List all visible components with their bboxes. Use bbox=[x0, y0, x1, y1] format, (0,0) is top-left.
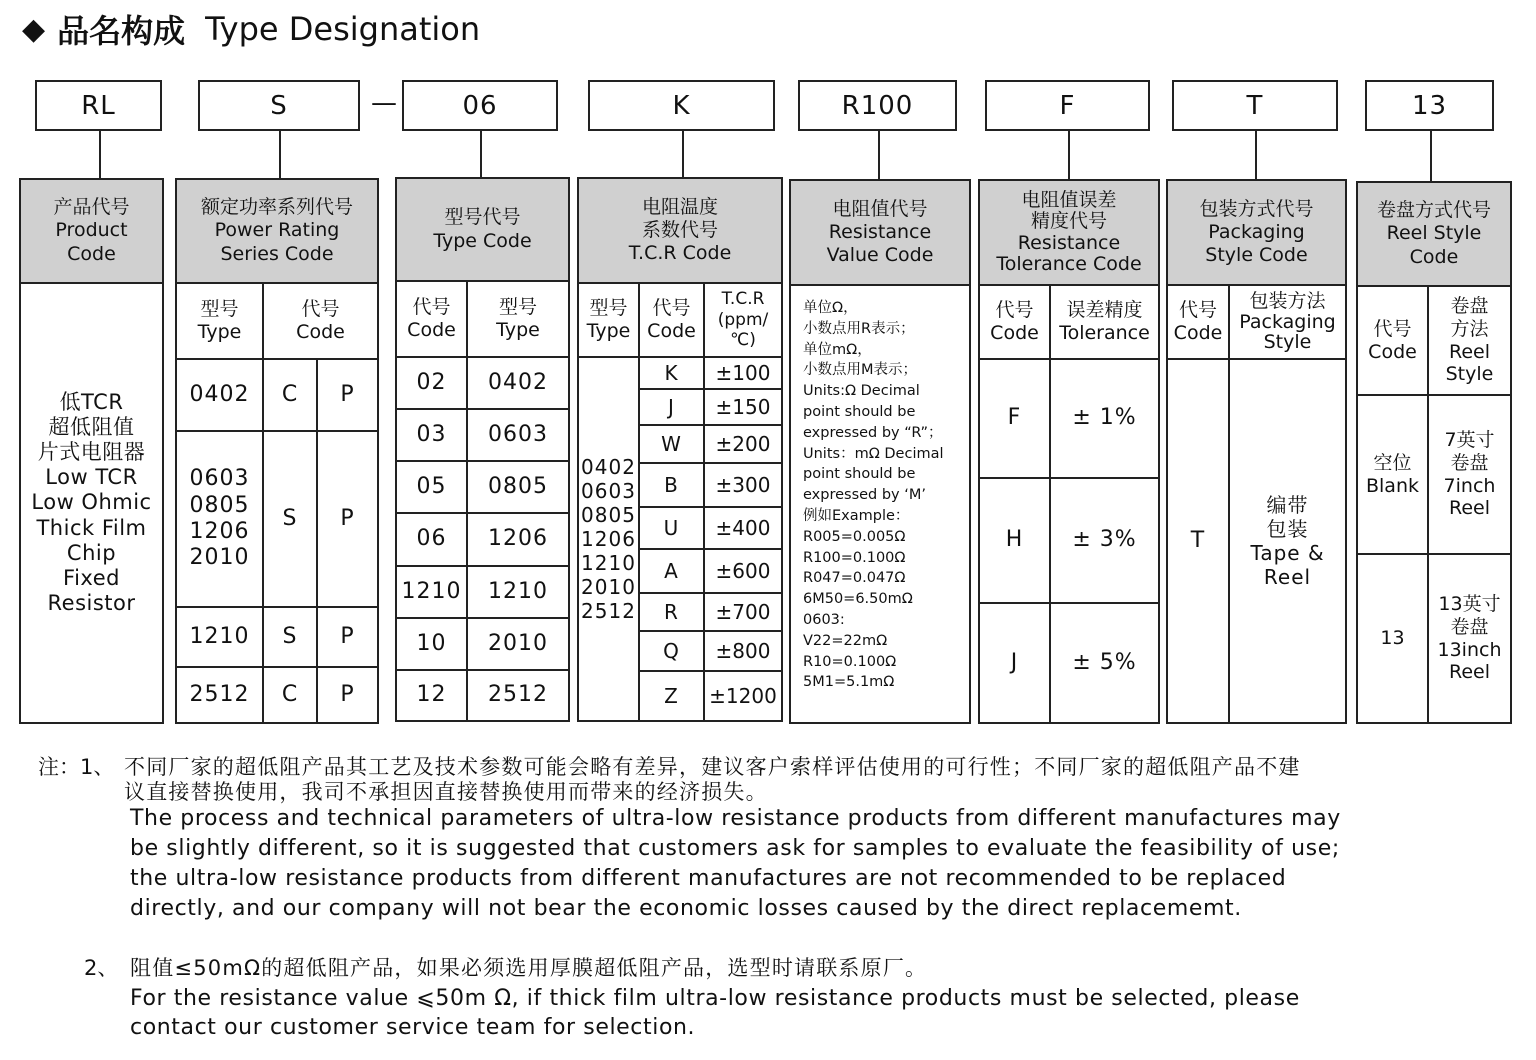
note-1-number: 注：1、 bbox=[38, 755, 115, 779]
resistance-header: 电阻值代号 Resistance Value Code bbox=[789, 179, 971, 286]
type-row-code: 03 bbox=[395, 408, 468, 462]
type-row-type: 0805 bbox=[466, 460, 570, 514]
tcr-header: 电阻温度 系数代号 T.C.R Code bbox=[577, 177, 783, 284]
tcr-row-value: ±800 bbox=[703, 630, 783, 672]
reel-header: 卷盘方式代号 Reel Style Code bbox=[1356, 181, 1512, 287]
power-row-type: 1210 bbox=[175, 606, 264, 668]
power-row-type: 2512 bbox=[175, 666, 264, 724]
tcr-sub-code: 代号 Code bbox=[638, 282, 705, 358]
connector-line bbox=[1068, 131, 1070, 179]
tcr-row-value: ±1200 bbox=[703, 670, 783, 722]
tolerance-row-value: ± 1% bbox=[1049, 358, 1160, 479]
type-row-code: 06 bbox=[395, 512, 468, 567]
tcr-row-value: ±150 bbox=[703, 388, 783, 426]
type-row-code: 1210 bbox=[395, 565, 468, 619]
title-zh: 品名构成 bbox=[57, 12, 186, 50]
type-row-type: 2010 bbox=[466, 617, 570, 671]
power-row-type: 0402 bbox=[175, 358, 264, 432]
code-box-6: T bbox=[1172, 80, 1338, 131]
tcr-row-value: ±700 bbox=[703, 592, 783, 632]
type-row-type: 0603 bbox=[466, 408, 570, 462]
reel-sub-style: 卷盘 方法 Reel Style bbox=[1427, 285, 1512, 396]
type-row-code: 12 bbox=[395, 669, 468, 722]
power-row-code2: P bbox=[316, 358, 379, 432]
code-box-0: RL bbox=[35, 80, 162, 131]
tcr-row-code: Z bbox=[638, 670, 705, 722]
packaging-sub-code: 代号 Code bbox=[1166, 284, 1230, 360]
tcr-types: 0402 0603 0805 1206 1210 2010 2512 bbox=[577, 356, 640, 722]
resistance-body: 单位Ω， 小数点用R表示； 单位mΩ， 小数点用M表示； Units:Ω Decimal point should be expressed by “R”； Units：mΩ Decimal point should be expressed by ‘M’ 例如Example： R005=0.005Ω R100=0.100Ω R047=0.047Ω 6M50=6.50mΩ 0603: V22=22mΩ R10=0.100Ω 5M1=5.1mΩ bbox=[789, 284, 971, 724]
tolerance-header: 电阻值误差 精度代号 Resistance Tolerance Code bbox=[978, 179, 1160, 286]
type-row-code: 10 bbox=[395, 617, 468, 671]
tcr-row-value: ±200 bbox=[703, 424, 783, 464]
power-row-code1: C bbox=[262, 358, 318, 432]
tcr-row-code: J bbox=[638, 388, 705, 426]
page-title bbox=[22, 6, 480, 52]
reel-row-code: 13 bbox=[1356, 553, 1429, 724]
power-row-type: 0603 0805 1206 2010 bbox=[175, 430, 264, 608]
tcr-row-value: ±100 bbox=[703, 356, 783, 390]
diamond-bullet-icon: ◆ bbox=[22, 11, 46, 47]
type-row-code: 05 bbox=[395, 460, 468, 514]
title-en: Type Designation bbox=[205, 10, 481, 48]
tcr-row-code: A bbox=[638, 548, 705, 594]
type-sub-code: 代号 Code bbox=[395, 280, 468, 358]
connector-line bbox=[1255, 131, 1257, 179]
type-row-type: 2512 bbox=[466, 669, 570, 722]
power-row-code2: P bbox=[316, 666, 379, 724]
connector-line bbox=[878, 131, 880, 179]
code-box-1: S bbox=[198, 80, 360, 131]
reel-row-style: 7英寸 卷盘 7inch Reel bbox=[1427, 394, 1512, 555]
type-row-type: 1206 bbox=[466, 512, 570, 567]
code-box-7: 13 bbox=[1365, 80, 1494, 131]
code-box-4: R100 bbox=[798, 80, 957, 131]
reel-row-style: 13英寸 卷盘 13inch Reel bbox=[1427, 553, 1512, 724]
connector-line bbox=[99, 131, 101, 178]
packaging-code: T bbox=[1166, 358, 1230, 724]
type-row-code: 02 bbox=[395, 356, 468, 410]
tolerance-row-code: J bbox=[978, 602, 1051, 724]
type-row-type: 1210 bbox=[466, 565, 570, 619]
product-code-body: 低TCR 超低阻值 片式电阻器 Low TCR Low Ohmic Thick Film Chip Fixed Resistor bbox=[19, 282, 164, 724]
connector-line bbox=[279, 131, 281, 178]
connector-line bbox=[682, 131, 684, 177]
note-2-en: For the resistance value ⩽50m Ω, if thick film ultra-low resistance products must be selected, please contact our customer service team for selection. bbox=[130, 986, 1300, 1040]
tolerance-row-value: ± 5% bbox=[1049, 602, 1160, 724]
power-sub-type: 型号 Type bbox=[175, 282, 264, 360]
tcr-row-code: U bbox=[638, 506, 705, 550]
tolerance-row-value: ± 3% bbox=[1049, 477, 1160, 604]
note-1-zh-text: 不同厂家的超低阻产品其工艺及技术参数可能会略有差异，建议客户索样评估使用的可行性；不同厂家的超低阻产品不建 议直接替换使用，我司不承担因直接替换使用而带来的经济损失。 bbox=[124, 755, 1301, 804]
code-box-3: K bbox=[588, 80, 775, 131]
reel-sub-code: 代号 Code bbox=[1356, 285, 1429, 396]
tcr-row-value: ±300 bbox=[703, 462, 783, 508]
product-code-header: 产品代号 Product Code bbox=[19, 178, 164, 284]
power-row-code1: C bbox=[262, 666, 318, 724]
type-code-header: 型号代号 Type Code bbox=[395, 177, 570, 282]
tcr-row-code: R bbox=[638, 592, 705, 632]
note-1-zh bbox=[124, 755, 1301, 805]
tcr-row-code: Q bbox=[638, 630, 705, 672]
tcr-row-code: W bbox=[638, 424, 705, 464]
type-row-type: 0402 bbox=[466, 356, 570, 410]
tcr-sub-type: 型号 Type bbox=[577, 282, 640, 358]
packaging-sub-style: 包装方法 Packaging Style bbox=[1228, 284, 1347, 360]
tcr-row-value: ±600 bbox=[703, 548, 783, 594]
tcr-row-value: ±400 bbox=[703, 506, 783, 550]
power-row-code2: P bbox=[316, 606, 379, 668]
reel-row-code: 空位 Blank bbox=[1356, 394, 1429, 555]
tolerance-row-code: H bbox=[978, 477, 1051, 604]
tcr-row-code: K bbox=[638, 356, 705, 390]
connector-line bbox=[1430, 131, 1432, 181]
power-sub-code: 代号 Code bbox=[262, 282, 379, 360]
tolerance-sub-code: 代号 Code bbox=[978, 284, 1051, 360]
power-row-code1: S bbox=[262, 606, 318, 668]
packaging-style: 编带 包装 Tape & Reel bbox=[1228, 358, 1347, 724]
type-sub-type: 型号 Type bbox=[466, 280, 570, 358]
power-row-code1: S bbox=[262, 430, 318, 608]
packaging-header: 包装方式代号 Packaging Style Code bbox=[1166, 179, 1347, 286]
note-2-number: 2、 bbox=[84, 956, 119, 980]
dash-separator: — bbox=[371, 88, 397, 118]
power-row-code2: P bbox=[316, 430, 379, 608]
code-box-2: 06 bbox=[402, 80, 558, 131]
tcr-sub-ppm: T.C.R (ppm/℃) bbox=[703, 282, 783, 358]
connector-line bbox=[480, 131, 482, 177]
code-box-5: F bbox=[985, 80, 1150, 131]
tcr-row-code: B bbox=[638, 462, 705, 508]
note-1-en: The process and technical parameters of ultra-low resistance products from different manufactures may be slightly different, so it is suggested that customers ask for samples to evaluate the feasibility of use; the ultra-low resistance products from different manufactures are not recommended to be replaced directly, and our company will not bear the economic losses caused by the direct replacememt. bbox=[130, 806, 1341, 921]
note-2-zh: 阻值≤50mΩ的超低阻产品，如果必须选用厚膜超低阻产品，选型时请联系原厂。 bbox=[130, 956, 928, 980]
power-rating-header: 额定功率系列代号 Power Rating Series Code bbox=[175, 178, 379, 284]
tolerance-row-code: F bbox=[978, 358, 1051, 479]
tolerance-sub-tol: 误差精度 Tolerance bbox=[1049, 284, 1160, 360]
